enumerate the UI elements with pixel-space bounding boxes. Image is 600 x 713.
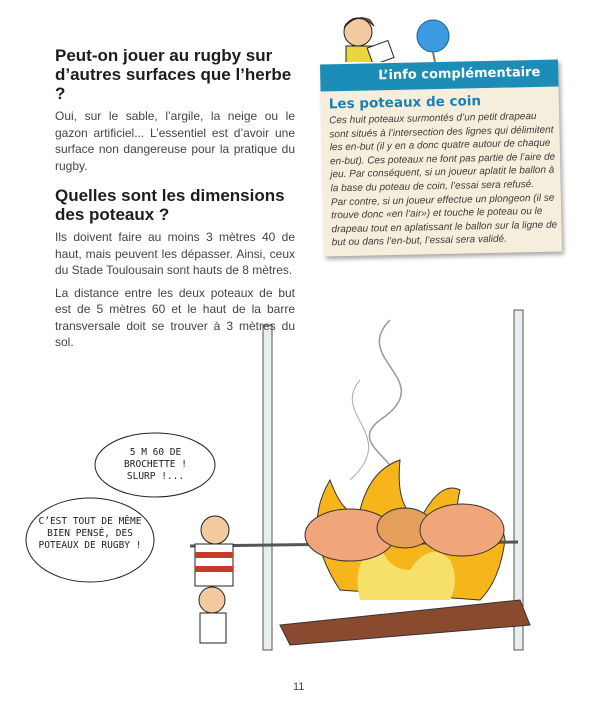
paragraph-surfaces: Oui, sur le sable, l’argile, la neige ou le gazon artificiel... L’essentiel est d’avoir une surface non dangereuse pour la pratique du rugby. xyxy=(55,109,295,173)
page-number: 11 xyxy=(293,681,305,693)
info-box xyxy=(320,60,562,257)
goal-post-left xyxy=(263,325,272,650)
speech-text-2: C’EST TOUT DE MÊME BIEN PENSÉ, DES POTEAUX DE RUGBY ! xyxy=(38,516,142,551)
heading-dimensions: Quelles sont les dimensions des poteaux ? xyxy=(55,186,285,224)
info-para-1: Ces huit poteaux surmontés d’un petit drapeau sont situés à l’intersection des lignes qui délimitent les en-but (il y en a donc quatre autour de chaque en-but). Ces poteaux ne font pas partie de l’aire de jeu. Par conséquent, si un joueur aplatit le ballon à la base du poteau de coin, l’essai sera refusé. xyxy=(329,110,556,195)
heading-surfaces: Peut-on jouer au rugby sur d’autres surfaces que l’herbe ? xyxy=(55,46,292,103)
roast-pig-2 xyxy=(420,504,504,556)
paragraph-height: Ils doivent faire au moins 3 mètres 40 de haut, mais peuvent les dépasser. Ainsi, ceux du Stade Toulousain sont hauts de 8 mètres. xyxy=(55,230,295,277)
goal-post-right xyxy=(514,310,523,650)
smoke-2 xyxy=(350,380,369,480)
pushpin-needle xyxy=(433,52,435,62)
info-para-2: Par contre, si un joueur effectue un plongeon (il se trouve donc «en l’air») et touche le poteau ou le drapeau tout en aplatissant le ballon sur la ligne de but ou dans l’en-but, l’essai sera validé. xyxy=(330,192,558,249)
logs xyxy=(280,600,530,645)
info-box-title: Les poteaux de coin xyxy=(328,93,482,113)
speech-bubbles xyxy=(0,420,260,590)
info-box-header-text: L’info complémentaire xyxy=(378,64,541,84)
notepad-icon xyxy=(367,40,394,62)
speech-text-1: 5 M 60 DE BROCHETTE ! SLURP !... xyxy=(124,447,187,482)
paragraph-distance: La distance entre les deux poteaux de but est de 5 mètres 60 et le haut de la barre transversale doit se trouver à 3 mètres du sol. xyxy=(55,285,295,349)
info-box-text xyxy=(329,110,558,251)
left-column xyxy=(55,46,295,357)
presenter-illustration xyxy=(330,10,470,62)
pushpin-icon xyxy=(417,20,449,52)
info-box-header xyxy=(320,60,559,92)
